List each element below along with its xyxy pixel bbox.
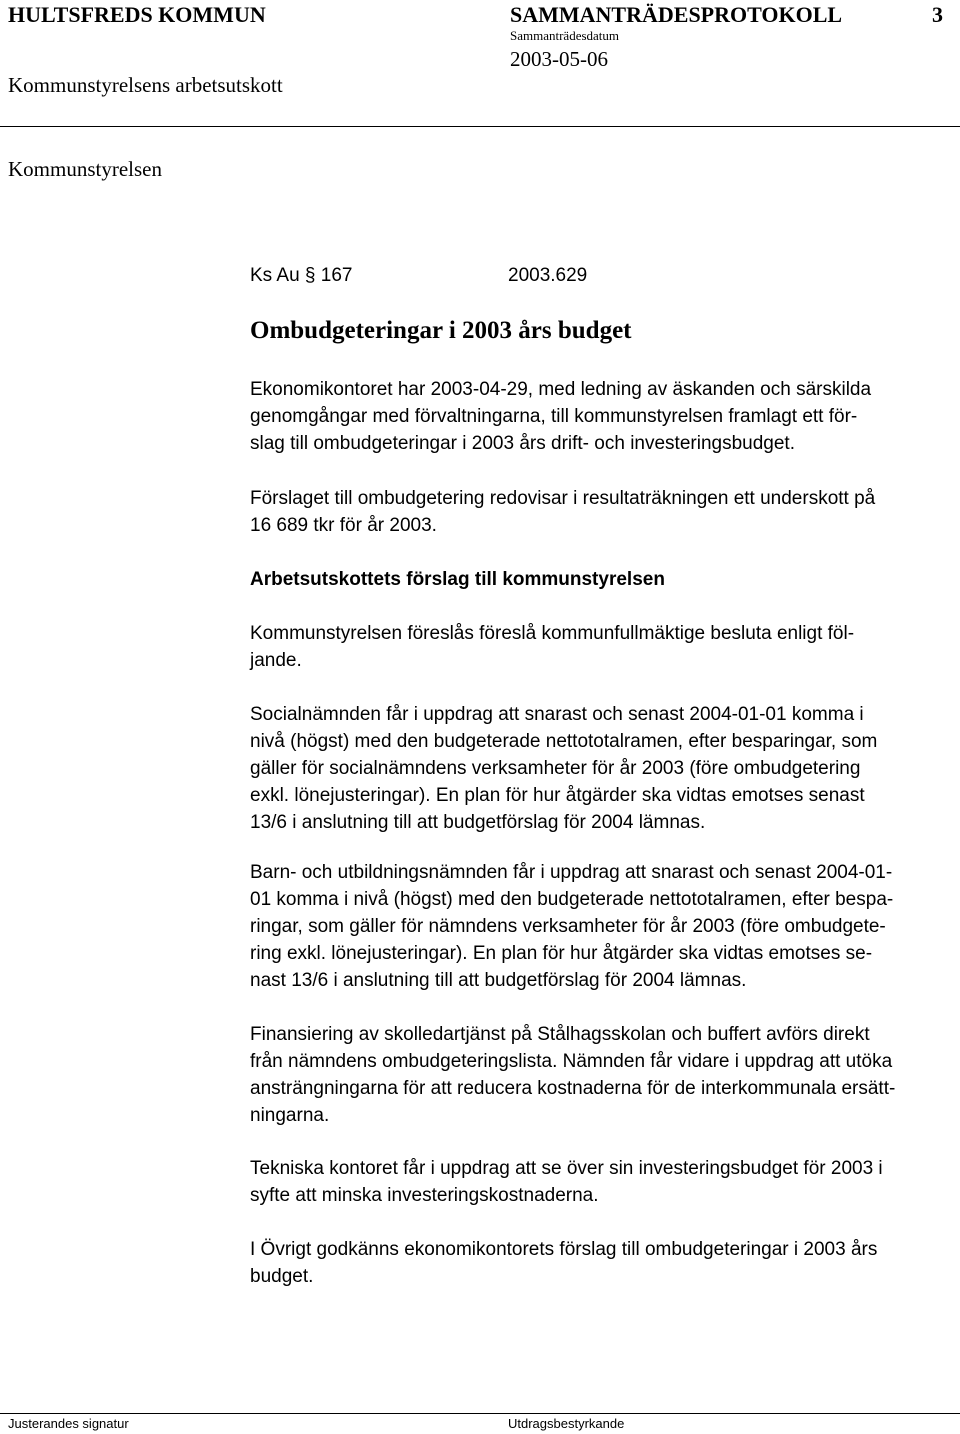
text-line: nivå (högst) med den budgeterade nettototalramen, efter besparingar, som bbox=[250, 731, 878, 752]
proposal-paragraph bbox=[250, 1021, 950, 1129]
text-line: Tekniska kontoret får i uppdrag att se över sin investeringsbudget för 2003 i bbox=[250, 1158, 883, 1179]
text-line: 13/6 i anslutning till att budgetförslag för 2004 lämnas. bbox=[250, 812, 706, 833]
text-line: genomgångar med förvaltningarna, till kommunstyrelsen framlagt ett för- bbox=[250, 406, 858, 427]
extract-label: Utdragsbestyrkande bbox=[508, 1416, 625, 1431]
paragraph-reference: Ks Au § 167 bbox=[250, 265, 353, 286]
intro-paragraph bbox=[250, 376, 950, 457]
text-line: ring exkl. lönejusteringar). En plan för hur åtgärder ska vidtas emotses se- bbox=[250, 943, 873, 964]
text-line: I Övrigt godkänns ekonomikontorets förslag till ombudgeteringar i 2003 års bbox=[250, 1239, 878, 1260]
addressee: Kommunstyrelsen bbox=[8, 157, 162, 181]
diary-number: 2003.629 bbox=[508, 265, 588, 286]
text-line: 16 689 tkr för år 2003. bbox=[250, 515, 437, 536]
text-line: jande. bbox=[250, 650, 302, 671]
text-line: syfte att minska investeringskostnaderna. bbox=[250, 1185, 599, 1206]
committee-name: Kommunstyrelsens arbetsutskott bbox=[8, 73, 283, 97]
municipality-name: HULTSFREDS KOMMUN bbox=[8, 2, 266, 27]
proposal-paragraph bbox=[250, 859, 950, 994]
protocol-title: SAMMANTRÄDESPROTOKOLL bbox=[510, 2, 843, 27]
text-line: slag till ombudgeteringar i 2003 års drift- och investeringsbudget. bbox=[250, 433, 795, 454]
text-line: Barn- och utbildningsnämnden får i uppdrag att snarast och senast 2004-01- bbox=[250, 862, 893, 883]
proposal-paragraph bbox=[250, 1155, 950, 1209]
text-line: från nämndens ombudgeteringslista. Nämnden får vidare i uppdrag att utöka bbox=[250, 1051, 893, 1072]
text-line: Finansiering av skolledartjänst på Stålhagsskolan och buffert avförs direkt bbox=[250, 1024, 870, 1045]
signature-label: Justerandes signatur bbox=[8, 1416, 129, 1431]
text-line: 01 komma i nivå (högst) med den budgeterade nettototalramen, efter bespa- bbox=[250, 889, 894, 910]
proposal-paragraph bbox=[250, 620, 950, 674]
document-title: Ombudgeteringar i 2003 års budget bbox=[250, 317, 632, 344]
text-line: Kommunstyrelsen föreslås föreslå kommunfullmäktige besluta enligt föl- bbox=[250, 623, 855, 644]
footer-divider bbox=[0, 1413, 960, 1414]
text-line: exkl. lönejusteringar). En plan för hur åtgärder ska vidtas emotses senast bbox=[250, 785, 865, 806]
text-line: Ekonomikontoret har 2003-04-29, med ledning av äskanden och särskilda bbox=[250, 379, 872, 400]
date-label: Sammanträdesdatum bbox=[510, 28, 620, 43]
text-line: budget. bbox=[250, 1266, 314, 1287]
text-line: ringar, som gäller för nämndens verksamheter för år 2003 (före ombudgete- bbox=[250, 916, 886, 937]
page-number: 3 bbox=[932, 2, 943, 27]
text-line: Socialnämnden får i uppdrag att snarast och senast 2004-01-01 komma i bbox=[250, 704, 864, 725]
text-line: nast 13/6 i anslutning till att budgetförslag för 2004 lämnas. bbox=[250, 970, 747, 991]
text-line: ansträngningarna för att reducera kostnaderna för de interkommunala ersätt- bbox=[250, 1078, 896, 1099]
text-line: Förslaget till ombudgetering redovisar i resultaträkningen ett underskott på bbox=[250, 488, 876, 509]
text-line: ningarna. bbox=[250, 1105, 330, 1126]
intro-paragraph bbox=[250, 485, 950, 539]
proposal-paragraph bbox=[250, 1236, 950, 1290]
text-line: gäller för socialnämndens verksamheter för år 2003 (före ombudgetering bbox=[250, 758, 861, 779]
meeting-date: 2003-05-06 bbox=[510, 47, 608, 71]
proposal-paragraph bbox=[250, 701, 950, 836]
proposal-heading: Arbetsutskottets förslag till kommunstyrelsen bbox=[250, 569, 665, 590]
header-divider bbox=[0, 126, 960, 127]
